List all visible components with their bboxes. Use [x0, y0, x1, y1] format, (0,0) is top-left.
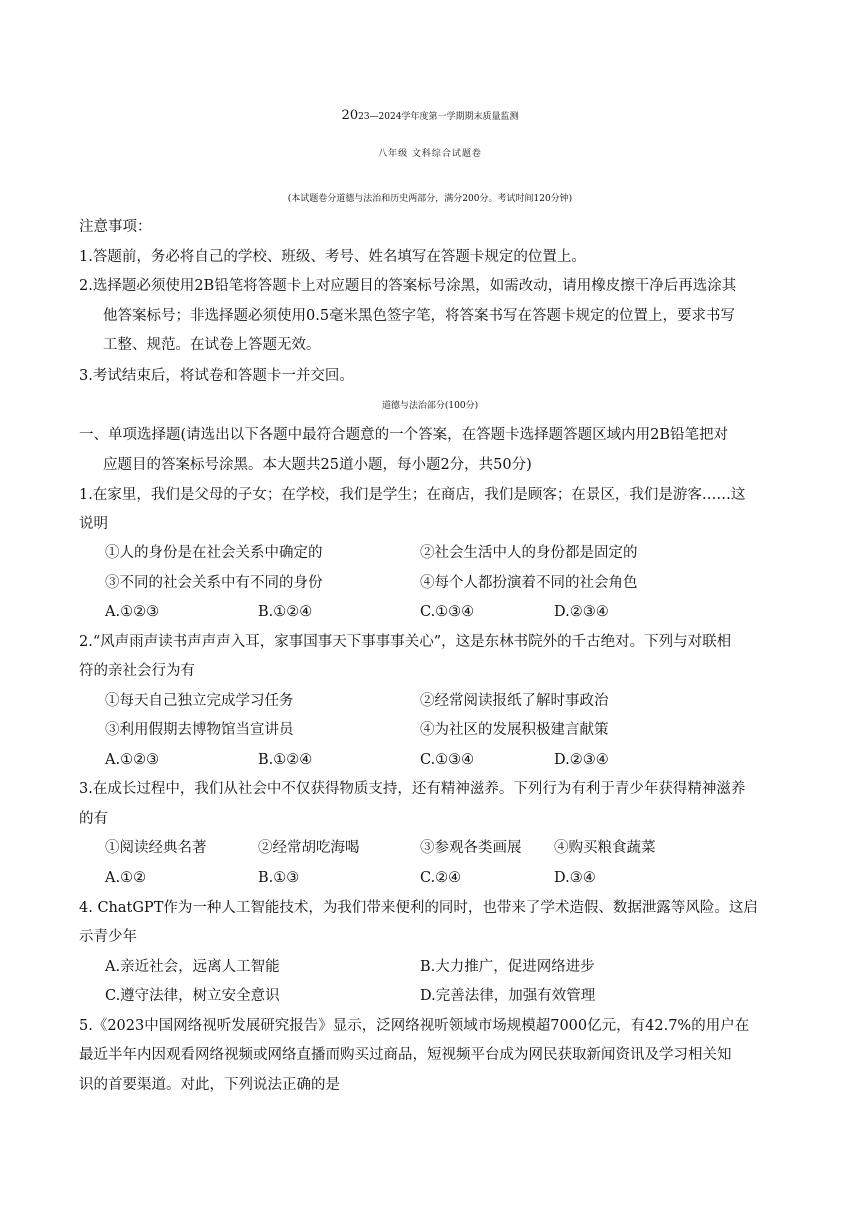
- answer-choice: A.①②③: [105, 752, 160, 768]
- answer-choice: A.①②: [105, 870, 147, 886]
- part-instruction: 应题目的答案标号涂黑。本大题共25道小题，每小题2分，共50分): [103, 457, 532, 473]
- question-stem: 符的亲社会行为有: [79, 663, 195, 679]
- question-stem: 3.在成长过程中，我们从社会中不仅获得物质支持，还有精神滋养。下列行为有利于青少年获得精神滋养: [79, 781, 746, 797]
- statement-option: ③参观各类画展: [420, 840, 522, 856]
- notice-item: 2.选择题必须使用2B铅笔将答题卡上对应题目的答案标号涂黑，如需改动，请用橡皮擦干净后再选涂其: [79, 278, 737, 294]
- notice-heading: 注意事项：: [79, 219, 152, 235]
- statement-option: ①阅读经典名著: [105, 840, 207, 856]
- answer-choice: A.亲近社会，远离人工智能: [105, 959, 280, 975]
- question-stem: 的有: [79, 811, 108, 827]
- question-stem: 1.在家里，我们是父母的子女；在学校，我们是学生；在商店，我们是顾客；在景区，我们是游客……这: [79, 487, 746, 503]
- statement-option: ④购买粮食蔬菜: [554, 840, 656, 856]
- statement-option: ②经常胡吃海喝: [258, 840, 360, 856]
- question-stem: 说明: [79, 516, 108, 532]
- answer-choice: D.②③④: [554, 604, 609, 620]
- notice-item: 他答案标号；非选择题必须使用0.5毫米黑色签字笔，将答案书写在答题卡规定的位置上，要求书写: [103, 308, 736, 324]
- answer-choice: B.大力推广，促进网络进步: [420, 959, 595, 975]
- statement-option: ①人的身份是在社会关系中确定的: [105, 545, 323, 561]
- question-stem: 4. ChatGPT作为一种人工智能技术，为我们带来便利的同时，也带来了学术造假、数据泄露等风险。这启: [79, 900, 758, 916]
- answer-choice: A.①②③: [105, 604, 160, 620]
- statement-option: ②社会生活中人的身份都是固定的: [420, 545, 638, 561]
- answer-choice: D.②③④: [554, 752, 609, 768]
- title-year-prefix: 20: [341, 108, 359, 123]
- answer-choice: D.③④: [554, 870, 596, 886]
- statement-option: ③利用假期去博物馆当宣讲员: [105, 722, 294, 738]
- section-title: 道德与法治部分(100分): [381, 401, 479, 411]
- answer-choice: C.①③④: [420, 604, 475, 620]
- exam-title: [0, 106, 860, 127]
- question-stem: 最近半年内因观看网络视频或网络直播而购买过商品，短视频平台成为网民获取新闻资讯及学习相关知: [79, 1047, 732, 1063]
- notice-item: 3.考试结束后，将试卷和答题卡一并交回。: [79, 368, 354, 384]
- answer-choice: B.①②④: [258, 604, 313, 620]
- title-text: 23—2024学年度第一学期期末质量监测: [358, 112, 519, 122]
- question-stem: 5.《2023中国网络视听发展研究报告》显示，泛网络视听领域市场规模超7000亿元，有42.7%的用户在: [79, 1018, 750, 1034]
- answer-choice: B.①②④: [258, 752, 313, 768]
- exam-note: (本试题卷分道德与法治和历史两部分，满分200分。考试时间120分钟): [287, 194, 573, 204]
- answer-choice: C.①③④: [420, 752, 475, 768]
- statement-option: ④每个人都扮演着不同的社会角色: [420, 575, 638, 591]
- answer-choice: C.遵守法律，树立安全意识: [105, 988, 280, 1004]
- answer-choice: B.①③: [258, 870, 300, 886]
- notice-item: 1.答题前，务必将自己的学校、班级、考号、姓名填写在答题卡规定的位置上。: [79, 249, 586, 265]
- statement-option: ③不同的社会关系中有不同的身份: [105, 575, 323, 591]
- exam-subtitle: 八年级 文科综合试题卷: [378, 149, 482, 159]
- question-stem: 示青少年: [79, 929, 137, 945]
- question-stem: 识的首要渠道。对此，下列说法正确的是: [79, 1077, 340, 1093]
- answer-choice: D.完善法律，加强有效管理: [420, 988, 596, 1004]
- notice-item: 工整、规范。在试卷上答题无效。: [103, 337, 321, 353]
- part-instruction: 一、单项选择题(请选出以下各题中最符合题意的一个答案，在答题卡选择题答题区域内用2B铅笔把对: [79, 427, 729, 443]
- answer-choice: C.②④: [420, 870, 462, 886]
- question-stem: 2.“风声雨声读书声声声入耳，家事国事天下事事事关心”，这是东林书院外的千古绝对。下列与对联相: [79, 634, 732, 650]
- statement-option: ④为社区的发展积极建言献策: [420, 722, 609, 738]
- statement-option: ②经常阅读报纸了解时事政治: [420, 693, 609, 709]
- statement-option: ①每天自己独立完成学习任务: [105, 693, 294, 709]
